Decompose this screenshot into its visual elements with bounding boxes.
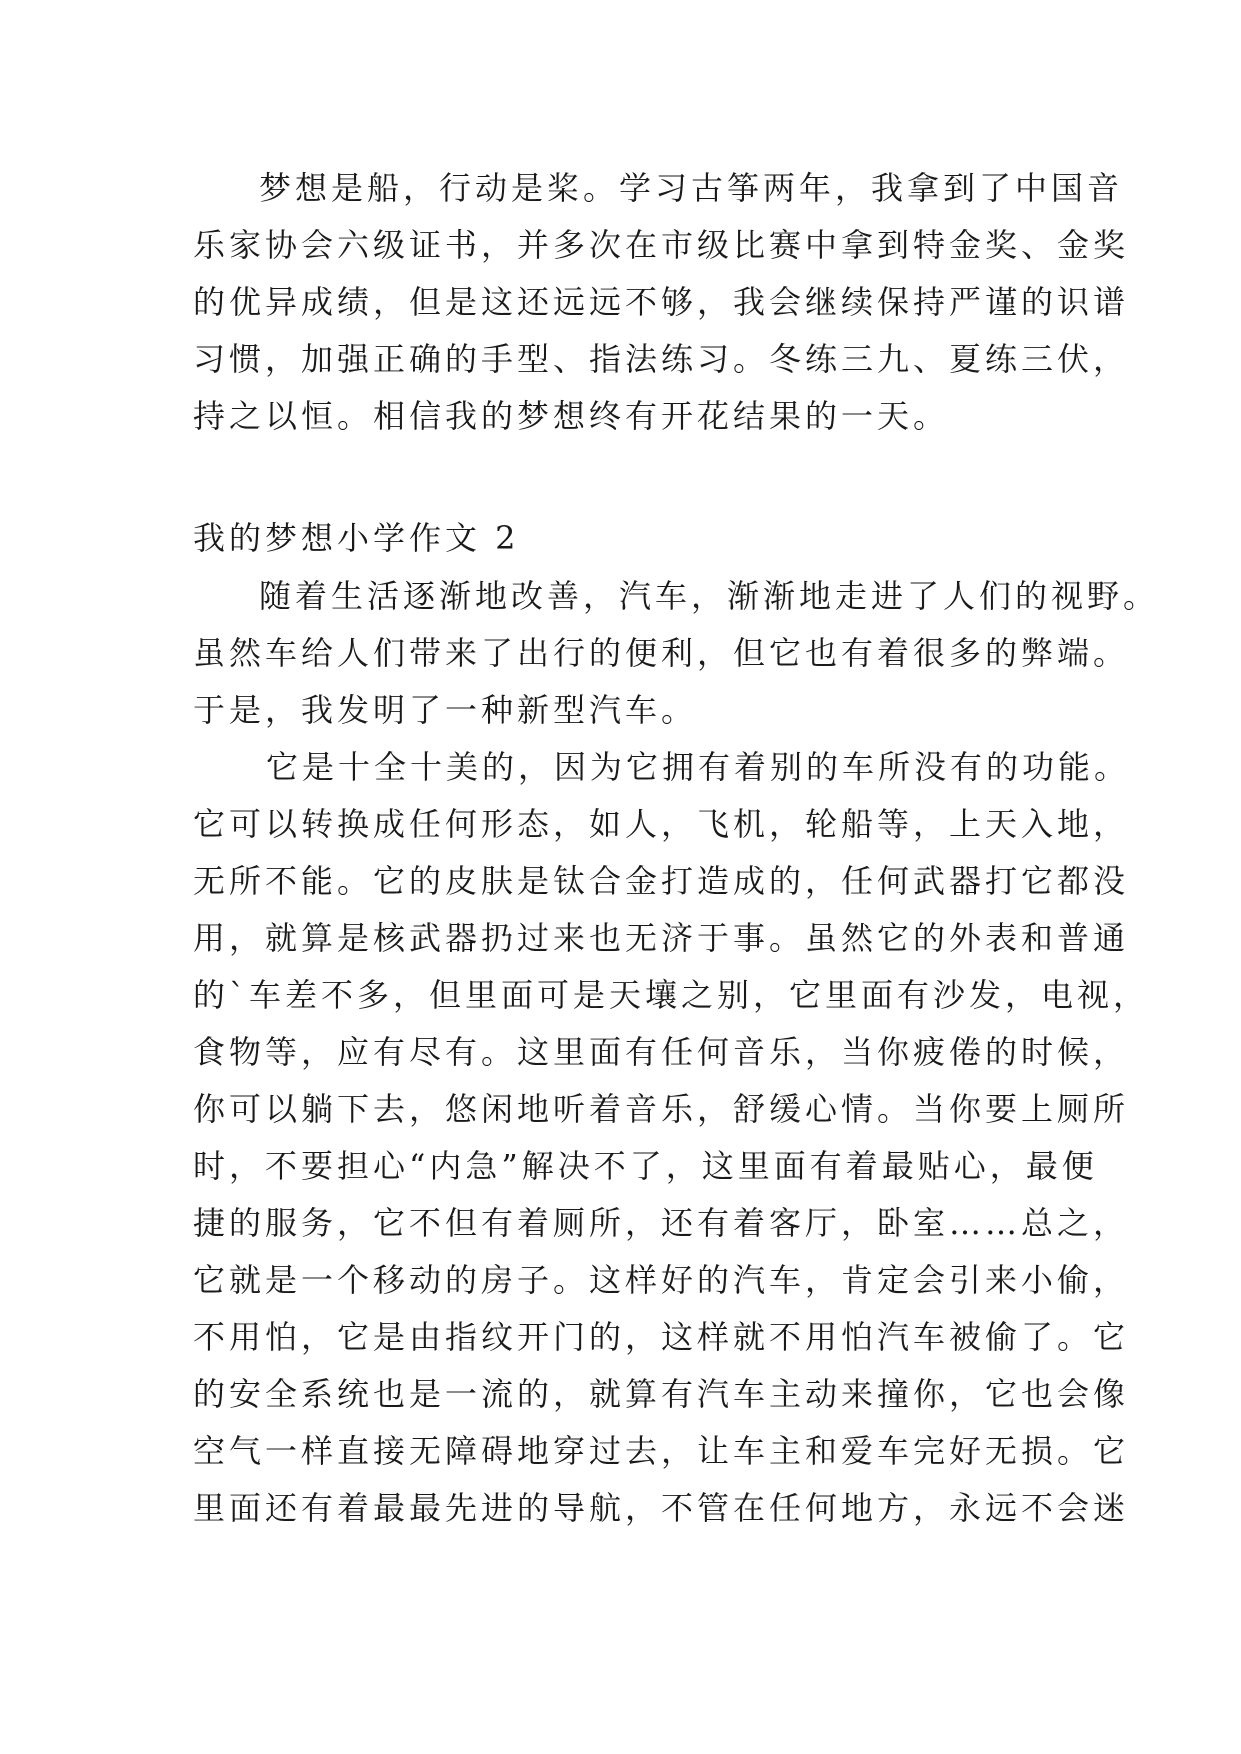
paragraph-3-line-13: 空气一样直接无障碍地穿过去，让车主和爱车完好无损。它 (193, 1432, 1130, 1470)
paragraph-3-line-11: 不用怕，它是由指纹开门的，这样就不用怕汽车被偷了。它 (193, 1318, 1130, 1356)
paragraph-2-line-3: 于是，我发明了一种新型汽车。 (193, 691, 698, 729)
paragraph-1-line-3: 的优异成绩，但是这还远远不够，我会继续保持严谨的识谱 (193, 283, 1130, 321)
paragraph-3-line-8: 时，不要担心“内急”解决不了，这里面有着最贴心，最便 (193, 1147, 1098, 1185)
paragraph-1-line-4: 习惯，加强正确的手型、指法练习。冬练三九、夏练三伏， (193, 340, 1130, 378)
paragraph-2-line-2: 虽然车给人们带来了出行的便利，但它也有着很多的弊端。 (193, 634, 1130, 672)
paragraph-3-line-12: 的安全系统也是一流的，就算有汽车主动来撞你，它也会像 (193, 1375, 1130, 1413)
paragraph-3-line-7: 你可以躺下去，悠闲地听着音乐，舒缓心情。当你要上厕所 (193, 1090, 1130, 1128)
paragraph-2-line-1: 随着生活逐渐地改善，汽车，渐渐地走进了人们的视野。 (259, 577, 1160, 615)
paragraph-3-line-1: 它是十全十美的，因为它拥有着别的车所没有的功能。 (266, 748, 1131, 786)
paragraph-3-line-4: 用，就算是核武器扔过来也无济于事。虽然它的外表和普通 (193, 919, 1130, 957)
paragraph-3-line-3: 无所不能。它的皮肤是钛合金打造成的，任何武器打它都没 (193, 862, 1130, 900)
paragraph-1-line-5: 持之以恒。相信我的梦想终有开花结果的一天。 (193, 397, 950, 435)
paragraph-3-line-14: 里面还有着最最先进的导航，不管在任何地方，永远不会迷 (193, 1489, 1130, 1527)
paragraph-3-line-6: 食物等，应有尽有。这里面有任何音乐，当你疲倦的时候， (193, 1033, 1130, 1071)
paragraph-3-line-5: 的`车差不多，但里面可是天壤之别，它里面有沙发，电视， (193, 976, 1150, 1014)
paragraph-3-line-10: 它就是一个移动的房子。这样好的汽车，肯定会引来小偷， (193, 1261, 1130, 1299)
section-heading: 我的梦想小学作文 2 (193, 519, 520, 557)
paragraph-1-line-1: 梦想是船，行动是桨。学习古筝两年，我拿到了中国音 (259, 169, 1124, 207)
paragraph-3-line-9: 捷的服务，它不但有着厕所，还有着客厅，卧室……总之， (193, 1204, 1130, 1242)
paragraph-1-line-2: 乐家协会六级证书，并多次在市级比赛中拿到特金奖、金奖 (193, 226, 1130, 264)
paragraph-3-line-2: 它可以转换成任何形态，如人，飞机，轮船等，上天入地， (193, 805, 1130, 843)
